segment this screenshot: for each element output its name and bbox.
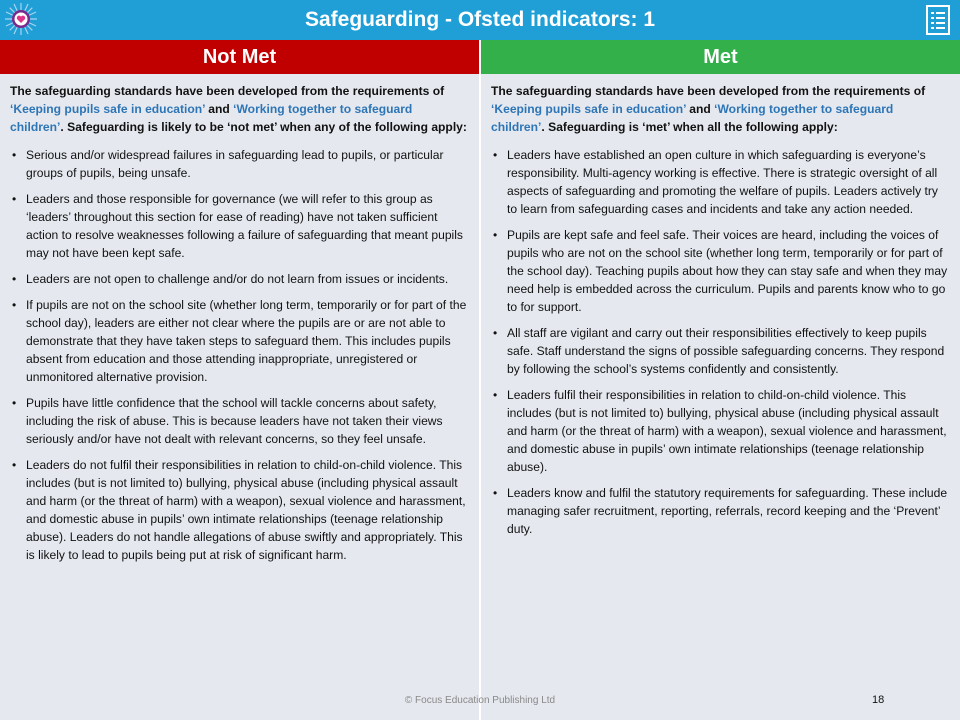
reference-working-together: ‘Working together to safeguard children’ <box>491 102 894 134</box>
met-intro <box>491 82 950 136</box>
list-item <box>491 386 950 476</box>
list-item-text: Leaders know and fulfil the statutory requirements for safeguarding. These include managing safer recruitment, reporting, referrals, record keeping and the ‘Prevent’ duty. <box>507 486 948 536</box>
page-title: Safeguarding - Ofsted indicators: 1 <box>304 8 656 31</box>
reference-kcsie: ‘Keeping pupils safe in education’ <box>491 102 686 116</box>
list-item-text: Leaders have established an open culture in which safeguarding is everyone’s responsibility. Multi-agency working is effective. There is strategic oversight of all aspects of safeguarding and promoting the welfare of pupils. Leaders actively try to learn from safeguarding cases and incidents and take any action needed. <box>507 148 938 216</box>
not-met-list <box>10 146 469 564</box>
list-item-text: If pupils are not on the school site (whether long term, temporarily or for part of the school day), leaders are either not clear where the pupils are or are not able to demonstrate that they have taken steps to safeguard them. This includes pupils absent from education and those attending inappropriate, unregistered or unmonitored alternative provision. <box>26 298 467 384</box>
intro-text: . Safeguarding is ‘met’ when all the following apply: <box>541 120 838 134</box>
bullet-icon: • <box>12 192 17 206</box>
list-item <box>491 484 950 538</box>
list-item <box>10 190 469 262</box>
met-list <box>491 146 950 538</box>
bullet-icon: • <box>493 148 498 162</box>
intro-text: and <box>685 102 715 116</box>
list-item <box>10 456 469 564</box>
list-item <box>491 226 950 316</box>
list-item-text: Serious and/or widespread failures in safeguarding lead to pupils, or particular groups of pupils, being unsafe. <box>26 148 444 180</box>
list-item <box>10 270 469 288</box>
bullet-icon: • <box>493 326 498 340</box>
bullet-icon: • <box>493 228 498 242</box>
heart-badge-icon <box>4 2 38 36</box>
document-list-icon <box>924 4 954 36</box>
intro-text: The safeguarding standards have been developed from the requirements of <box>491 84 926 98</box>
not-met-column <box>0 74 479 720</box>
list-item-text: Leaders do not fulfil their responsibilities in relation to child-on-child violence. This includes (but is not limited to) bullying, physical abuse (including physical assault and harm (or the threat of harm) with a weapon), sexual violence and harassment, and domestic abuse in pupils’ own intimate relationships (teenage relationship abuse). Leaders do not handle allegations of abuse swiftly and appropriately. This is likely to lead to pupils being put at risk of significant harm. <box>26 458 466 562</box>
list-item-text: Pupils have little confidence that the school will tackle concerns about safety, including the risk of abuse. This is because leaders have not taken their views seriously and/or have not dealt with relevant concerns, so they feel unsafe. <box>26 396 443 446</box>
copyright-footer: © Focus Education Publishing Ltd <box>404 695 556 706</box>
list-item-text: Pupils are kept safe and feel safe. Their voices are heard, including the voices of pupils who are not on the school site (whether long term, temporarily or for part of the school day). Teaching pupils about how they can stay safe and when they may need help is embedded across the curriculum. Pupils and parents know who to go to for support. <box>507 228 948 314</box>
list-item <box>491 146 950 218</box>
list-item-text: Leaders fulfil their responsibilities in relation to child-on-child violence. This includes (but is not limited to) bullying, physical abuse (including physical assault and harm (or the threat of harm) with a weapon), sexual violence and harassment, and domestic abuse in pupils’ own intimate relationships (teenage relationship abuse). <box>507 388 947 474</box>
intro-text: The safeguarding standards have been developed from the requirements of <box>10 84 445 98</box>
not-met-intro <box>10 82 469 136</box>
list-item <box>10 296 469 386</box>
list-item <box>10 146 469 182</box>
title-bar <box>0 0 960 40</box>
intro-text: . Safeguarding is likely to be ‘not met’ when any of the following apply: <box>60 120 467 134</box>
met-column <box>481 74 960 720</box>
reference-kcsie: ‘Keeping pupils safe in education’ <box>10 102 205 116</box>
list-item-text: All staff are vigilant and carry out their responsibilities effectively to keep pupils safe. Staff understand the signs of possible safeguarding concerns. They respond by following the school’s systems confidently and consistently. <box>507 326 945 376</box>
not-met-heading: Not Met <box>0 40 479 74</box>
bullet-icon: • <box>493 486 498 500</box>
reference-working-together: ‘Working together to safeguard children’ <box>10 102 413 134</box>
list-item <box>10 394 469 448</box>
bullet-icon: • <box>12 396 17 410</box>
bullet-icon: • <box>12 458 17 472</box>
bullet-icon: • <box>12 298 17 312</box>
bullet-icon: • <box>12 148 17 162</box>
bullet-icon: • <box>493 388 498 402</box>
list-item-text: Leaders and those responsible for governance (we will refer to this group as ‘leaders’ throughout this section for ease of reading) have not taken sufficient action to resolve weaknesses following a failure of safeguarding that meant pupils may not have been kept safe. <box>26 192 463 260</box>
page-number: 18 <box>872 694 885 706</box>
list-item <box>491 324 950 378</box>
intro-text: and <box>204 102 234 116</box>
met-heading: Met <box>481 40 960 74</box>
bullet-icon: • <box>12 272 17 286</box>
list-item-text: Leaders are not open to challenge and/or do not learn from issues or incidents. <box>26 272 449 286</box>
